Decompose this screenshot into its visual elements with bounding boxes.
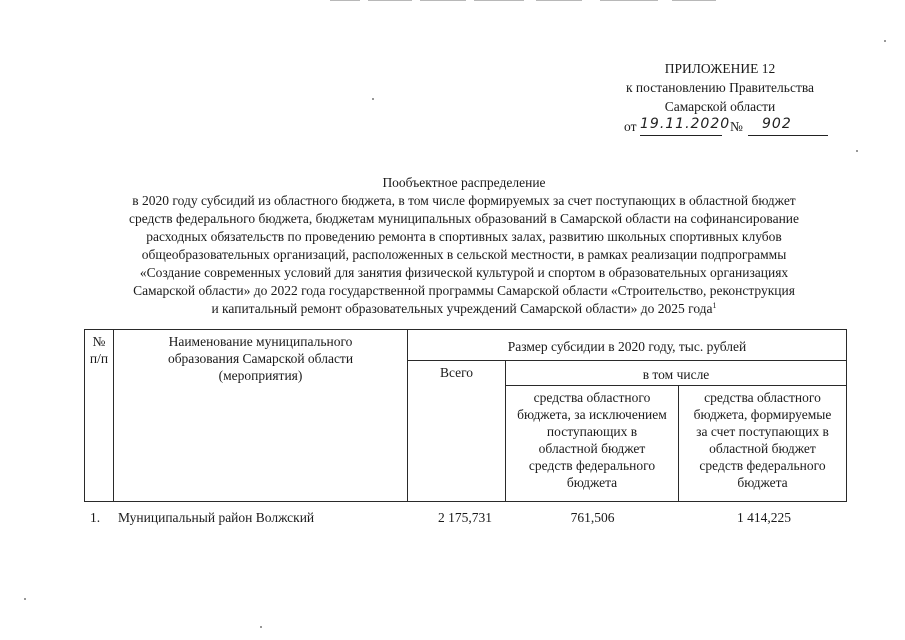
appendix-title: ПРИЛОЖЕНИЕ 12: [664, 61, 776, 76]
date-prefix: от: [624, 119, 637, 134]
scan-artifact: [474, 0, 524, 1]
scan-artifact: [368, 0, 412, 1]
scan-speck: [856, 150, 858, 152]
header-total: Всего: [408, 361, 506, 502]
row-federal: 1 414,225: [737, 510, 791, 525]
handwritten-date: 19.11.2020: [640, 116, 731, 132]
header-subsidy-size: Размер субсидии в 2020 году, тыс. рублей: [408, 330, 847, 361]
appendix-header: [600, 60, 840, 136]
document-title: [90, 174, 838, 318]
scan-speck: [24, 598, 26, 600]
handwritten-number: 902: [762, 116, 792, 132]
scan-artifact: [672, 0, 716, 1]
scan-artifact: [600, 0, 658, 1]
footnote-mark: 1: [712, 301, 717, 310]
date-underline: [640, 135, 722, 136]
title-line-1: Пообъектное распределение: [382, 175, 546, 190]
header-federal-funds: средства областного бюджета, формируемые за счет поступающих в областной бюджет средств федерального бюджета: [679, 386, 847, 502]
scan-artifact: [330, 0, 360, 1]
appendix-line-1: к постановлению Правительства: [625, 80, 815, 95]
header-name: Наименование муниципального образования Самарской области (мероприятия): [114, 330, 408, 502]
title-line-5: общеобразовательных организаций, расположенных в сельской местности, в рамках реализации подпрограммы: [141, 247, 787, 262]
title-line-2: в 2020 году субсидий из областного бюджета, в том числе формируемых за счет поступающих в областной бюджет: [132, 193, 796, 208]
scan-artifact: [536, 0, 582, 1]
header-including: в том числе: [506, 361, 847, 386]
row-total: 2 175,731: [438, 510, 492, 525]
title-line-8-text: и капитальный ремонт образовательных учреждений Самарской области» до 2025 года: [211, 301, 713, 316]
number-prefix: №: [730, 119, 743, 134]
row-regional: 761,506: [570, 510, 615, 525]
title-line-3: средств федерального бюджета, бюджетам муниципальных образований в Самарской области на софинансирование: [128, 211, 800, 226]
scan-speck: [884, 40, 886, 42]
scan-speck: [260, 626, 262, 628]
appendix-line-2: Самарской области: [664, 99, 776, 114]
header-regional-funds: средства областного бюджета, за исключением поступающих в областной бюджет средств федерального бюджета: [506, 386, 679, 502]
appendix-date-line: [600, 117, 840, 136]
scan-speck: [372, 98, 374, 100]
row-num: 1.: [90, 510, 101, 525]
title-line-4: расходных обязательств по проведению ремонта в спортивных залах, развитию школьных спортивных клубов: [146, 229, 782, 244]
title-line-6: «Создание современных условий для занятия физической культурой и спортом в образовательных организациях: [139, 265, 789, 280]
subsidy-table-header: [84, 329, 847, 502]
title-line-7: Самарской области» до 2022 года государственной программы Самарской области «Строительство, реконструкция: [133, 283, 795, 298]
title-line-8: [90, 300, 838, 318]
number-underline: [748, 135, 828, 136]
header-num: № п/п: [85, 330, 114, 502]
scan-artifact: [420, 0, 466, 1]
row-name: Муниципальный район Волжский: [118, 510, 315, 525]
